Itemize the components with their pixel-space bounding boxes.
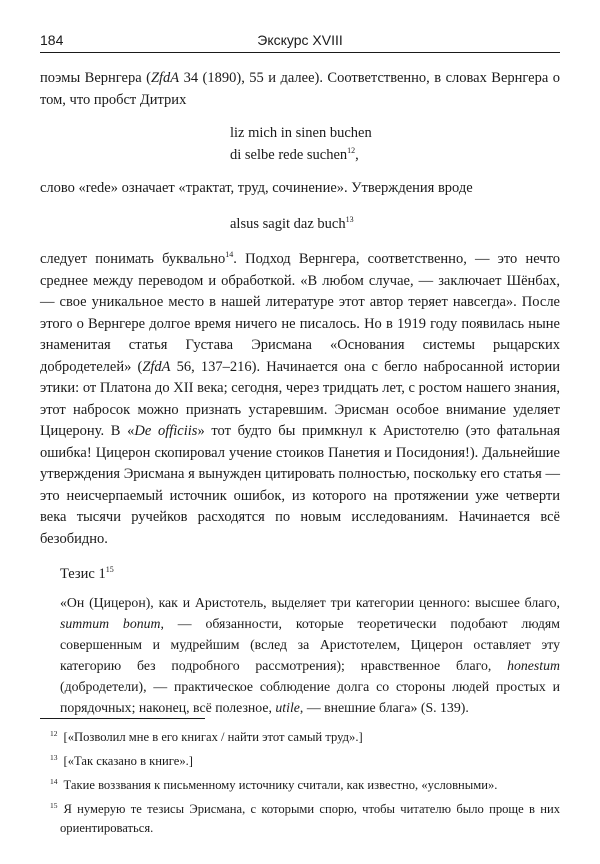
paragraph-2: слово «rede» означает «трактат, труд, сочинение». Утверждения вроде — [40, 180, 473, 196]
main-text — [40, 68, 560, 718]
paragraph-3: следует понимать буквально$^{14}$. Подход Вернгера, соответственно, — это нечто среднее между переводом и обработкой. «В любом случае, — заключает Шёнбах, — свое уникальное место в нашей литературе этот автор теряет навсегда». После этого о Вернгере долгое время ничего не писалось. Но в 1919 году появилась ныне знаменитая статья Густава Эрисмана «Основания системы рыцарских добродетелей» (ZfdA 56, 137–216). Начинается она с бегло набросанной истории этики: от Платона до XII века; сегодня, через тридцать лет, с ростом нашего знания, этот набросок можно признать устаревшим. Эрисман особое внимание уделяет Цицерону. В «De officiis» тот будто бы примкнул к Аристотелю (это фатальная ошибка! Цицерон скопировал учение стоиков Панетия и Посидония!). Дальнейшие утверждения Эрисмана я вынужден цитировать полностью, поскольку его статья — это неисчерпаемый источник ошибок, из которого на протяжении уже четверти века тысячи ручейков расходятся по новым исследованиям. Начинается всё безобидно. — [40, 250, 561, 547]
page-number: 184 — [40, 32, 64, 48]
verse-2-line-1: alsus sagit daz buch — [230, 215, 346, 232]
thesis-heading: Тезис $1^{15}$ — [60, 565, 114, 582]
footnote-ref-15: 15 — [105, 565, 114, 574]
footnote-14: $^{14}$ Такие воззвания к письменному источнику считали, как известно, «условными». — [50, 777, 498, 792]
verse-1 — [230, 123, 560, 166]
footnote-13: $^{13}$ [«Так сказано в книге».] — [50, 753, 194, 768]
footnote-ref-12: 12 — [347, 145, 356, 155]
running-title: Экскурс XVIII — [257, 32, 343, 48]
verse-1-line-1: liz mich in sinen buchen — [230, 125, 372, 141]
block-quote: «Он (Цицерон), как и Аристотель, выделяет три категории ценного: высшее благо, summum bonum, — обязанности, которые теоретически подобают людям совершенным и мудрейшим (вслед за Аристотелем, Цицерон оставляет эту категорию без подробного рассмотрения); нравственное благо, honestum (добродетели), — практическое соблюдение долга со стороны людей простых и порядочных; наконец, всё полезное, utile, — внешние блага» (S. 139). — [60, 594, 560, 715]
footnote-ref-13: 13 — [345, 214, 354, 224]
footnote-12: $^{12}$ [«Позволил мне в его книгах / найти этот самый труд».] — [50, 729, 363, 744]
header-rule — [40, 52, 560, 53]
verse-2 — [230, 214, 560, 236]
page-header — [40, 32, 560, 54]
paragraph-1: поэмы Вернгера (ZfdA 34 (1890), 55 и далее). Соответственно, в словах Вернгера о том, что пробст Дитрих — [40, 70, 560, 108]
footnote-ref-14: 14 — [225, 250, 234, 259]
verse-1-line-2: di selbe rede suchen$^{12}$, — [230, 145, 359, 163]
footnote-15: $^{15}$ Я нумерую те тезисы Эрисмана, с которыми спорю, чтобы читателю было проще в них ориентироваться. — [50, 801, 560, 835]
footnote-rule — [40, 718, 205, 719]
footnotes — [40, 728, 560, 843]
